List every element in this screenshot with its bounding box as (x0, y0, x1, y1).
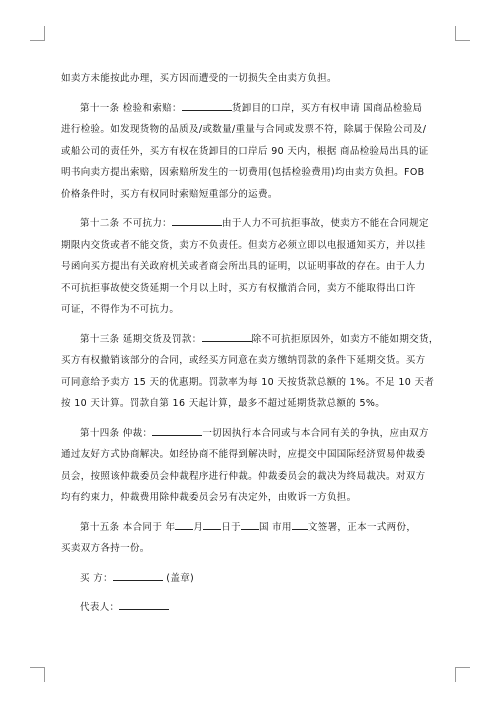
text-line: 员会，按照该仲裁委员会仲裁程序进行仲裁。仲裁委员会的裁决为终局裁决。对双方 (61, 470, 426, 482)
buyer-signature-field[interactable] (113, 569, 163, 581)
blank-field[interactable] (172, 214, 222, 226)
signature-representative-line: 代表人： (61, 597, 446, 619)
clause-15-heading-line: 第十五条 本合同于 年 月 日于 国 市用 文签署，正本一式两份， (61, 517, 446, 539)
text-line: 均有约束力，仲裁费用除仲裁委员会另有决定外，由败诉一方负担。 (61, 492, 357, 503)
blank-field[interactable] (182, 99, 232, 111)
signature-buyer-line: 买 方： (盖章) (61, 568, 446, 590)
text-line: 买方有权撤销该部分的合同，或经买方同意在卖方缴纳罚款的条件下延期交货。买方 (61, 355, 426, 366)
clause-14-heading-line: 第十四条 仲裁： 一切因执行本合同或与本合同有关的争执，应由双方 (61, 423, 446, 445)
crop-mark-bottom-right (455, 667, 470, 682)
text-line: 通过友好方式协商解决。如经协商不能得到解决时，应提交中国国际经济贸易仲裁委 (61, 449, 426, 460)
blank-field[interactable] (292, 518, 308, 530)
blank-field[interactable] (202, 330, 252, 342)
document-page (61, 68, 446, 619)
blank-field[interactable] (241, 518, 259, 530)
clause-13-heading-line: 第十三条 延期交货及罚款： 除不可抗拒原因外，如卖方不能如期交货， (61, 329, 446, 351)
text-line: 可同意给予卖方 15 天的优惠期。罚款率为每 10 天按货款总额的 1%。不足 10 天者 (61, 376, 435, 388)
text-line: 号函向买方提出有关政府机关或者商会所出具的证明，以证明事故的存在。由于人力 (61, 261, 426, 272)
text-line: 进行检验。如发现货物的品质及/或数量/重量与合同或发票不符，除属于保险公司及/ (61, 124, 427, 135)
crop-mark-bottom-left (30, 667, 45, 682)
text-line: 买卖双方各持一份。 (61, 543, 150, 554)
text-line: 如卖方未能按此办理，买方因而遭受的一切损失全由卖方负担。 (61, 73, 337, 84)
blank-field[interactable] (152, 424, 202, 436)
text-line: 期限内交货或者不能交货，卖方不负责任。但卖方必须立即以电报通知买方，并以挂 (61, 239, 426, 251)
blank-field[interactable] (203, 518, 221, 530)
text-line: 明书向卖方提出索赔，因索赔所发生的一切费用(包括检验费用)均由卖方负担。FOB (61, 167, 425, 178)
crop-mark-top-left (30, 26, 45, 41)
text-line: 可证，不得作为不可抗力。 (61, 304, 180, 315)
blank-field[interactable] (175, 518, 193, 530)
crop-mark-top-right (455, 26, 470, 41)
text-line: 按 10 天计算。罚款自第 16 天起计算，最多不超过延期货款总额的 5%。 (61, 398, 386, 409)
clause-11-heading-line: 第十一条 检验和索赔： 货卸目的口岸，买方有权申请 国商品检验局 (61, 98, 446, 120)
text-line: 价格条件时，买方有权同时索赔短重部分的运费。 (61, 188, 278, 200)
text-line: 不可抗拒事故使交货延期一个月以上时，买方有权撤消合同，卖方不能取得出口许 (61, 282, 416, 294)
text-line: 或船公司的责任外，买方有权在货卸目的口岸后 90 天内，根据 商品检验局出具的证 (61, 145, 429, 157)
representative-signature-field[interactable] (119, 598, 169, 610)
clause-12-heading-line: 第十二条 不可抗力： 由于人力不可抗拒事故，使卖方不能在合同规定 (61, 213, 446, 235)
